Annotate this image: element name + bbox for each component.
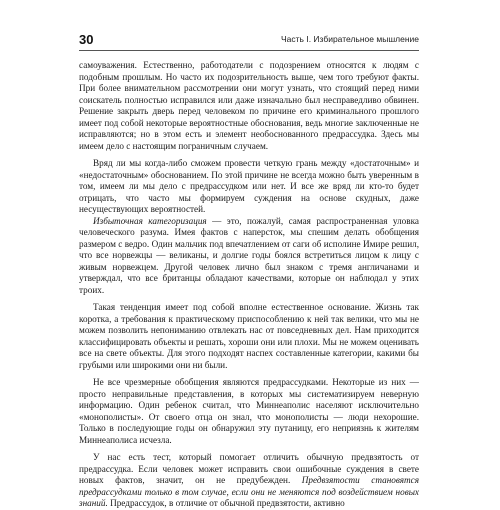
header-rule — [79, 50, 419, 51]
italic-text-run: Избыточная категоризация — [93, 215, 207, 226]
text-run: У нас есть тест, который помогает отличить обычную предвзятость от предрассудка. Если человек может исправить свои ошибочные суждения в свете новых фактов, значит, он не предубежден. — [79, 452, 419, 485]
paragraph — [79, 377, 419, 446]
paragraph — [79, 452, 419, 510]
paragraph — [79, 158, 419, 216]
text-run: Предрассудок, в отличие от обычной предвзятости, активно — [107, 498, 345, 508]
paragraph — [79, 216, 419, 297]
paragraph — [79, 60, 419, 152]
page-header — [79, 32, 419, 50]
text-run: Такая тенденция имеет под собой вполне естественное основание. Жизнь так коротка, а требования к практическому приспособлению к ней так велики, что мы не можем позволить непониманию отвлекать нас от повседневных дел. Нам приходится классифицировать объекты и решать, хороши они или плохи. Мы не можем оценивать все на свете объекты. Для этого подходят наспех составленные категории, какими бы грубыми или широкими они ни были. — [79, 302, 419, 370]
body-text — [79, 60, 419, 510]
page-number: 30 — [79, 32, 94, 47]
text-run: Не все чрезмерные обобщения являются предрассудками. Некоторые из них — просто неправильные представления, в которых мы систематизируем неверную информацию. Один ребенок считал, что Миннеаполис населяют исключительно «монополисты». От своего отца он знал, что монополисты — люди нехорошие. Только в последующие годы он обнаружил эту путаницу, его неприязнь к жителям Миннеаполиса исчезла. — [79, 377, 419, 445]
text-run: самоуважения. Естественно, работодатели с подозрением относятся к людям с подобным прошлым. Но часто их подозрительность выше, чем того требуют факты. При более внимательном рассмотрении они могут узнать, что стоящий перед ними соискатель полностью исправился или даже изначально был несправедливо обвинен. Решение закрыть дверь перед человеком по причине его криминального прошлого имеет под собой некоторые вероятностные обоснования, ведь многие заключенные не исправляются; но в этом есть и элемент необоснованного предрассудка. Здесь мы имеем дело с настоящим пограничным случаем. — [79, 60, 419, 151]
text-run: — это, пожалуй, самая распространенная уловка человеческого разума. Имея фактов с наперсток, мы спешим делать обобщения размером с ведро. Один мальчик под впечатлением от саги об исполине Имире решил, что все норвежцы — великаны, и долгие годы боялся встретиться лицом к лицу с живым норвежцем. Другой человек лично был знаком с тремя англичанами и утверждал, что все британцы обладают качествами, которые он наблюдал у этих троих. — [79, 215, 419, 295]
paragraph — [79, 302, 419, 371]
italic-text-run: Предвзятости становятся предрассудками только в том случае, если они не меняются под воздействием новых знаний. — [79, 475, 419, 508]
running-head: Часть I. Избирательное мышление — [281, 34, 419, 44]
text-run: Вряд ли мы когда-либо сможем провести четкую грань между «достаточным» и «недостаточным» обоснованием. По этой причине не всегда можно быть уверенным в том, имеем ли мы дело с предрассудком или нет. И все же вряд ли кто-то будет отрицать, что часто мы формируем суждения на основе скудных, даже несуществующих вероятностей. — [79, 158, 419, 214]
